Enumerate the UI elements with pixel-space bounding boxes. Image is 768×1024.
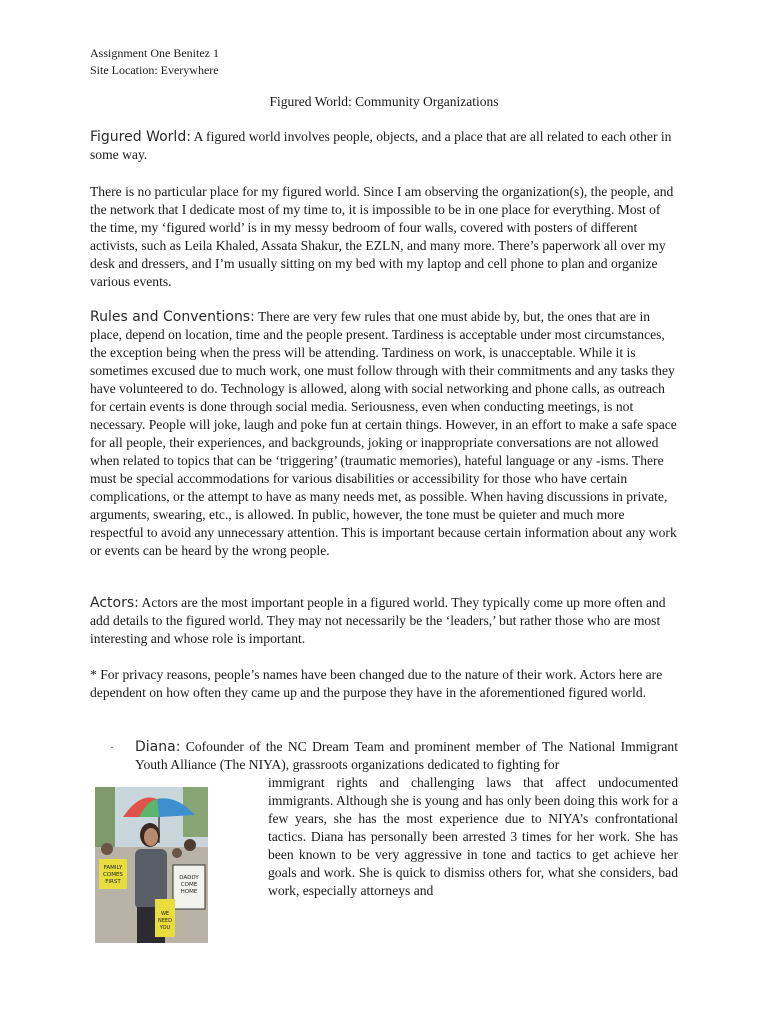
sign-family-comes-first: FAMILY COMES FIRST xyxy=(103,865,123,885)
diana-text-wrapped: immigrant rights and challenging laws that affect undocumented immigrants. Although she is young and has only been doing this work for a few years, she has the most experience due to NIYA’s confrontational tactics. Diana has personally been arrested 3 times for her work. She has been known to be very aggressive in tone and tactics to get achieve her goals and work. She is quick to dismiss others for, what she considers, bad work, especially attorneys and xyxy=(268,775,678,898)
rules-text: There are very few rules that one must abide by, but, the ones that are in place, depend on location, time and the people present. Tardiness is acceptable under most circumstances, the exception being when the press will be attending. Tardiness on work, is unacceptable. While it is sometimes excused due to much work, one must follow through with their commitments and any tasks they have volunteered to do. Technology is allowed, along with social networking and phone calls, as outreach for certain events is done through social media. Seriousness, even when conducting meetings, is not necessary. People will joke, laugh and poke fun at certain things. However, in an effort to make a safe space for all people, their experiences, and backgrounds, joking or inappropriate conversations are not allowed when related to topics that can be ‘triggering’ (traumatic memories), hateful language or any -isms. There must be special accommodations for various disabilities or accessibility for those who have certain complications, or the attempt to have as many needs met, as possible. When having discussions in private, arguments, swearing, etc., is allowed. In public, however, the tone must be quieter and much more respectful to avoid any unnecessary attention. This is important because certain information about any work or events can be heard by the wrong people. xyxy=(90,309,677,558)
actors-text: Actors are the most important people in a figured world. They typically come up more often and add details to the figured world. They may not necessarily be the ‘leaders,’ but rather those who are most interesting and whose role is important. xyxy=(90,595,666,646)
figured-world-paragraph xyxy=(90,128,678,164)
rules-paragraph xyxy=(90,308,678,560)
actors-paragraph xyxy=(90,594,678,648)
bullet-marker: · xyxy=(110,740,114,754)
actors-heading: Actors: xyxy=(90,595,139,611)
protest-photo-image xyxy=(95,787,208,943)
sign-daddy-come-home: DADDY COME HOME xyxy=(179,875,199,895)
diana-heading: Diana: xyxy=(135,739,181,755)
rules-heading: Rules and Conventions: xyxy=(90,309,255,325)
header-site-location: Site Location: Everywhere xyxy=(90,63,219,77)
header-author-line: Assignment One Benitez 1 xyxy=(90,46,219,60)
document-header xyxy=(90,45,219,79)
place-paragraph: There is no particular place for my figured world. Since I am observing the organization(s), the people, and the network that I dedicate most of my time to, it is impossible to be in one place for everything. Most of the time, my ‘figured world’ is in my messy bedroom of four walls, covered with posters of different activists, such as Leila Khaled, Assata Shakur, the EZLN, and many more. There’s paperwork all over my desk and dressers, and I’m usually sitting on my bed with my laptop and cell phone to plan and organize various events. xyxy=(90,184,674,289)
diana-text-top-body: Cofounder of the NC Dream Team and prominent member of The National Immigrant Youth Alliance (The NIYA), grassroots organizations dedicated to fighting for xyxy=(135,739,678,772)
diana-text-top xyxy=(135,738,678,774)
document-title: Figured World: Community Organizations xyxy=(269,94,499,109)
privacy-note-paragraph: * For privacy reasons, people’s names have been changed due to the nature of their work. Actors here are dependent on how often they came up and the purpose they have in the aforementioned figured world. xyxy=(90,667,663,700)
sign-we-need-you: WE NEED YOU xyxy=(158,911,172,931)
figured-world-heading: Figured World: xyxy=(90,129,191,145)
protest-photo xyxy=(95,787,208,943)
figured-world-text: A figured world involves people, objects, and a place that are all related to each other in some way. xyxy=(90,129,672,162)
